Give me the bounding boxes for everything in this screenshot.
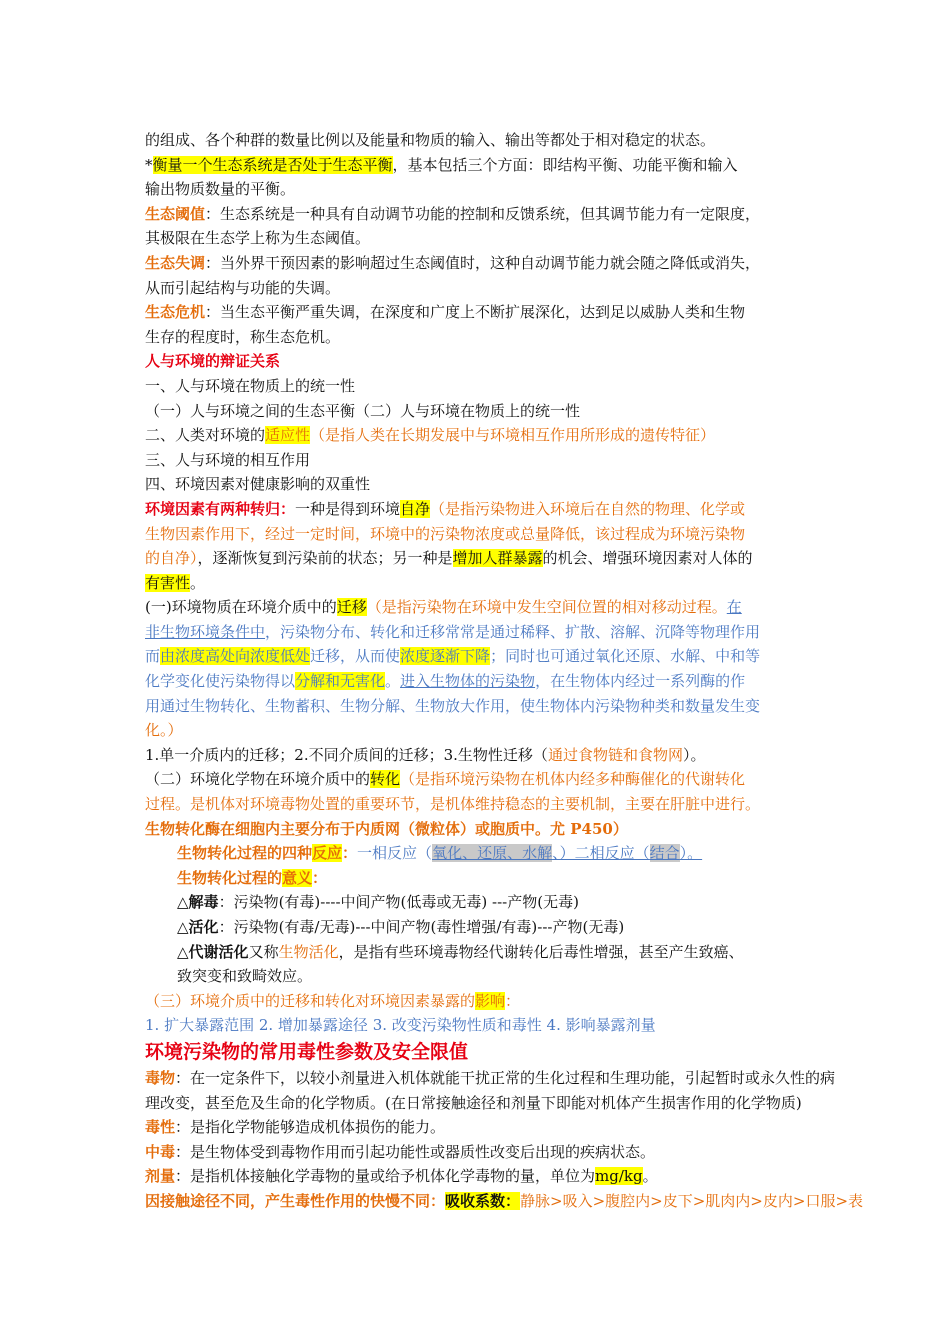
highlight-text: 增加人群暴露 [452, 549, 543, 568]
text-line: 致突变和致畸效应。 [177, 967, 313, 986]
term-label: 中毒 [145, 1142, 176, 1161]
text-line: 1. 扩大暴露范围 2. 增加暴露途径 3. 改变污染物性质和毒性 4. 影响暴露剂量 [145, 1016, 656, 1035]
text-line: 三、人与环境的相互作用 [145, 450, 311, 469]
term-line: 生态危机：当生态平衡严重失调，在深度和广度上不断扩展深化，达到足以威胁人类和生物 [145, 303, 746, 322]
text-line: 化。） [145, 721, 183, 740]
highlight-text: 意义 [282, 868, 313, 887]
text-line: 的自净），逐渐恢复到污染前的状态；另一种是增加人群暴露的机会、增强环境因素对人体的 [145, 549, 753, 568]
text-line: 化学变化使污染物得以分解和无害化。进入生物体的污染物，在生物体内经过一系列酶的作 [145, 672, 746, 691]
text-line: 的组成、各个种群的数量比例以及能量和物质的输入、输出等都处于相对稳定的状态。 [145, 131, 716, 149]
text-line: 非生物环境条件中，污染物分布、转化和迁移常常是通过稀释、扩散、溶解、沉降等物理作用 [145, 622, 761, 641]
text-line: 过程。是机体对环境毒物处置的重要环节，是机体维持稳态的主要机制，主要在肝脏中进行。 [145, 795, 761, 814]
highlight-text: 由浓度高处向浓度低处 [160, 647, 311, 666]
text-line: △解毒：污染物(有毒)----中间产物(低毒或无毒) ---产物(无毒) [177, 893, 579, 912]
document-page [145, 128, 915, 1214]
triangle-icon: △ [177, 942, 189, 961]
section-heading: 人与环境的辩证关系 [145, 352, 281, 371]
text-line: （一）人与环境之间的生态平衡（二）人与环境在物质上的统一性 [145, 401, 581, 420]
text-line: 生物转化过程的意义： [177, 868, 328, 887]
term-line: 中毒：是生物体受到毒物作用而引起功能性或器质性改变后出现的疾病状态。 [145, 1142, 656, 1161]
term-line: 生态阈值：生态系统是一种具有自动调节功能的控制和反馈系统，但其调节能力有一定限度， [145, 204, 761, 223]
asterisk-mark: * [145, 155, 153, 174]
text-line: *衡量一个生态系统是否处于生态平衡，基本包括三个方面：即结构平衡、功能平衡和输入 [145, 155, 738, 174]
text-line: 1.单一介质内的迁移；2.不同介质间的迁移；3.生物性迁移（通过食物链和食物网）。 [145, 745, 706, 764]
highlight-text: 结合 [649, 844, 680, 863]
major-heading: 环境污染物的常用毒性参数及安全限值 [145, 1040, 469, 1063]
term-label: 因接触途径不同，产生毒性作用的快慢不同： [145, 1191, 446, 1210]
highlight-text: 氧化、还原、水解 [432, 844, 553, 863]
term-label: 环境因素有两种转归： [145, 499, 296, 518]
text-line: 四、环境因素对健康影响的双重性 [145, 475, 371, 494]
highlight-text: 衡量一个生态系统是否处于生态平衡 [152, 155, 393, 174]
text-line: 有害性。 [145, 573, 206, 592]
term-line: 生态失调：当外界干预因素的影响超过生态阈值时，这种自动调节能力就会随之降低或消失， [145, 253, 761, 272]
text-line: 一、人与环境在物质上的统一性 [145, 376, 356, 395]
text-line: 理改变，甚至危及生命的化学物质。(在日常接触途径和剂量下即能对机体产生损害作用的化学物质) [145, 1093, 802, 1112]
highlight-text: mg/kg [595, 1167, 643, 1186]
highlight-text: 有害性 [145, 573, 191, 592]
text-line: 环境因素有两种转归：一种是得到环境自净（是指污染物进入环境后在自然的物理、化学或 [145, 499, 746, 518]
text-line: 生存的程度时，称生态危机。 [145, 327, 341, 346]
triangle-icon: △ [177, 918, 189, 936]
text-line: 输出物质数量的平衡。 [145, 180, 296, 199]
highlight-text: 适应性 [265, 426, 311, 445]
text-line: 从而引起结构与功能的失调。 [145, 278, 341, 297]
term-label: 剂量 [145, 1167, 176, 1186]
text-line: 生物转化过程的四种反应：一相反应（氧化、还原、水解、）二相反应（结合）。 [177, 844, 703, 863]
term-line: 因接触途径不同，产生毒性作用的快慢不同：吸收系数：静脉>吸入>腹腔内>皮下>肌肉内>皮内>口服>表 [145, 1191, 864, 1210]
text-line: △代谢活化又称生物活化，是指有些环境毒物经代谢转化后毒性增强，甚至产生致癌、 [177, 942, 744, 961]
term-label: 生态阈值 [145, 204, 206, 223]
term-line: 毒性：是指化学物能够造成机体损伤的能力。 [145, 1118, 446, 1137]
highlight-text: 影响 [475, 991, 506, 1010]
highlight-text: 转化 [370, 770, 401, 789]
term-line: 剂量：是指机体接触化学毒物的量或给予机体化学毒物的量，单位为mg/kg。 [145, 1167, 658, 1186]
text-line: 二、人类对环境的适应性（是指人类在长期发展中与环境相互作用所形成的遗传特征） [145, 426, 716, 445]
highlight-text: 分解和无害化 [295, 672, 386, 691]
text-line: 而由浓度高处向浓度低处迁移，从而使浓度逐渐下降；同时也可通过氧化还原、水解、中和等 [145, 647, 761, 666]
term-label: 生态失调 [145, 253, 206, 272]
text-line: △活化：污染物(有毒/无毒)---中间产物(毒性增强/有毒)---产物(无毒) [177, 918, 625, 936]
term-label: 毒物 [145, 1068, 176, 1087]
term-label: 毒性 [145, 1118, 176, 1137]
highlight-text: 自净 [400, 499, 431, 518]
text-line: 生物因素作用下，经过一定时间，环境中的污染物浓度或总量降低，该过程成为环境污染物 [145, 524, 746, 543]
highlight-text: 反应 [312, 844, 343, 863]
highlight-text: 吸收系数： [445, 1191, 521, 1210]
text-line: 生物转化酶在细胞内主要分布于内质网（微粒体）或胞质中。尤 P450） [145, 819, 628, 838]
highlight-text: 迁移 [336, 598, 367, 617]
term-line: 毒物：在一定条件下，以较小剂量进入机体就能干扰正常的生化过程和生理功能，引起暂时或永久性的病 [145, 1068, 836, 1087]
highlight-text: 浓度逐渐下降 [400, 647, 491, 666]
text-line: (一)环境物质在环境介质中的迁移（是指污染物在环境中发生空间位置的相对移动过程。在 [145, 598, 742, 617]
triangle-icon: △ [177, 893, 189, 912]
text-line: （三）环境介质中的迁移和转化对环境因素暴露的影响： [145, 991, 521, 1010]
text-line: 用通过生物转化、生物蓄积、生物分解、生物放大作用，使生物体内污染物种类和数量发生变 [145, 696, 761, 715]
text-line: 其极限在生态学上称为生态阈值。 [145, 229, 371, 248]
term-label: 生态危机 [145, 303, 206, 322]
text-line: （二）环境化学物在环境介质中的转化（是指环境污染物在机体内经多种酶催化的代谢转化 [145, 770, 746, 789]
